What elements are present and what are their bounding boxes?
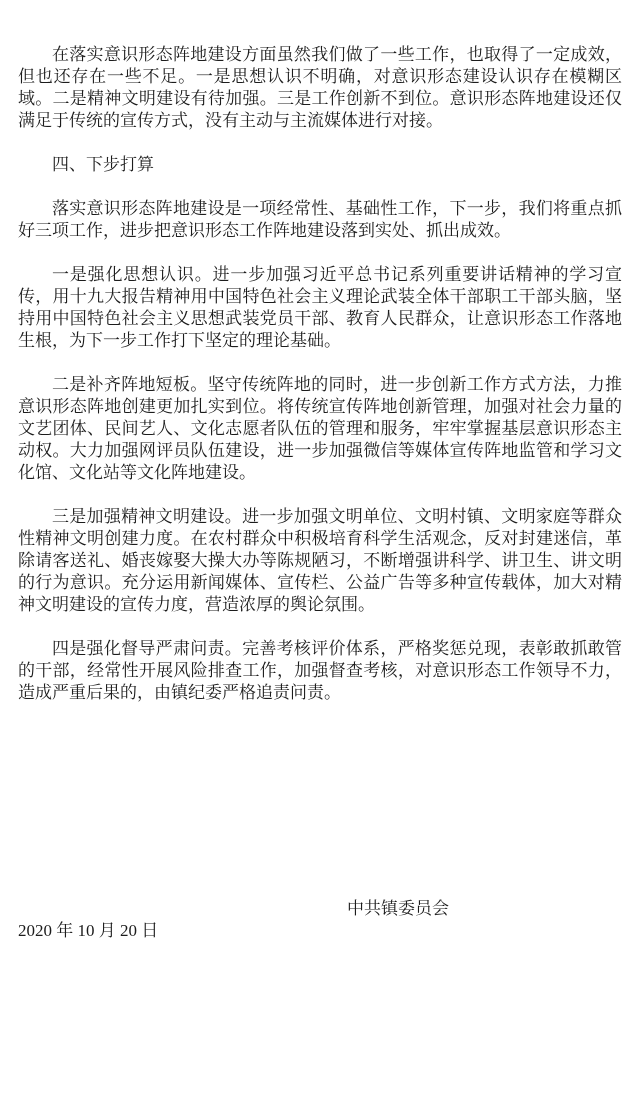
signature-spacer bbox=[18, 726, 622, 898]
paragraph: 三是加强精神文明建设。进一步加强文明单位、文明村镇、文明家庭等群众性精神文明创建力度。在农村群众中积极培育科学生活观念，反对封建迷信，革除请客送礼、婚丧嫁娶大操大办等陈规陋习，不断增强讲科学、讲卫生、讲文明的行为意识。充分运用新闻媒体、宣传栏、公益广告等多种宣传载体，加大对精神文明建设的宣传力度，营造浓厚的舆论氛围。 bbox=[18, 507, 622, 614]
paragraph: 落实意识形态阵地建设是一项经常性、基础性工作，下一步，我们将重点抓好三项工作，进步把意识形态工作阵地建设落到实处、抓出成效。 bbox=[18, 199, 622, 240]
paragraph: 二是补齐阵地短板。坚守传统阵地的同时，进一步创新工作方式方法，力推意识形态阵地创建更加扎实到位。将传统宣传阵地创新管理，加强对社会力量的文艺团体、民间艺人、文化志愿者队伍的管理和服务，牢牢掌握基层意识形态主动权。大力加强网评员队伍建设，进一步加强微信等媒体宣传阵地监管和学习文化馆、文化站等文化阵地建设。 bbox=[18, 375, 622, 482]
paragraph: 在落实意识形态阵地建设方面虽然我们做了一些工作，也取得了一定成效，但也还存在一些不足。一是思想认识不明确，对意识形态建设认识存在模糊区域。二是精神文明建设有待加强。三是工作创新不到位。意识形态阵地建设还仅满足于传统的宣传方式，没有主动与主流媒体进行对接。 bbox=[18, 45, 622, 130]
paragraph: 四是强化督导严肃问责。完善考核评价体系，严格奖惩兑现，表彰敢抓敢管的干部，经常性开展风险排查工作，加强督查考核，对意识形态工作领导不力，造成严重后果的，由镇纪委严格追责问责。 bbox=[18, 639, 622, 702]
signature-line: 中共镇委员会 bbox=[347, 899, 449, 918]
section-heading: 四、下步打算 bbox=[52, 155, 154, 174]
document-body bbox=[18, 44, 622, 704]
paragraph: 一是强化思想认识。进一步加强习近平总书记系列重要讲话精神的学习宣传，用十九大报告精神用中国特色社会主义理论武装全体干部职工干部头脑，坚持用中国特色社会主义思想武装党员干部、教育人民群众，让意识形态工作落地生根，为下一步工作打下坚定的理论基础。 bbox=[18, 265, 622, 350]
date-line: 2020 年 10 月 20 日 bbox=[18, 921, 159, 940]
